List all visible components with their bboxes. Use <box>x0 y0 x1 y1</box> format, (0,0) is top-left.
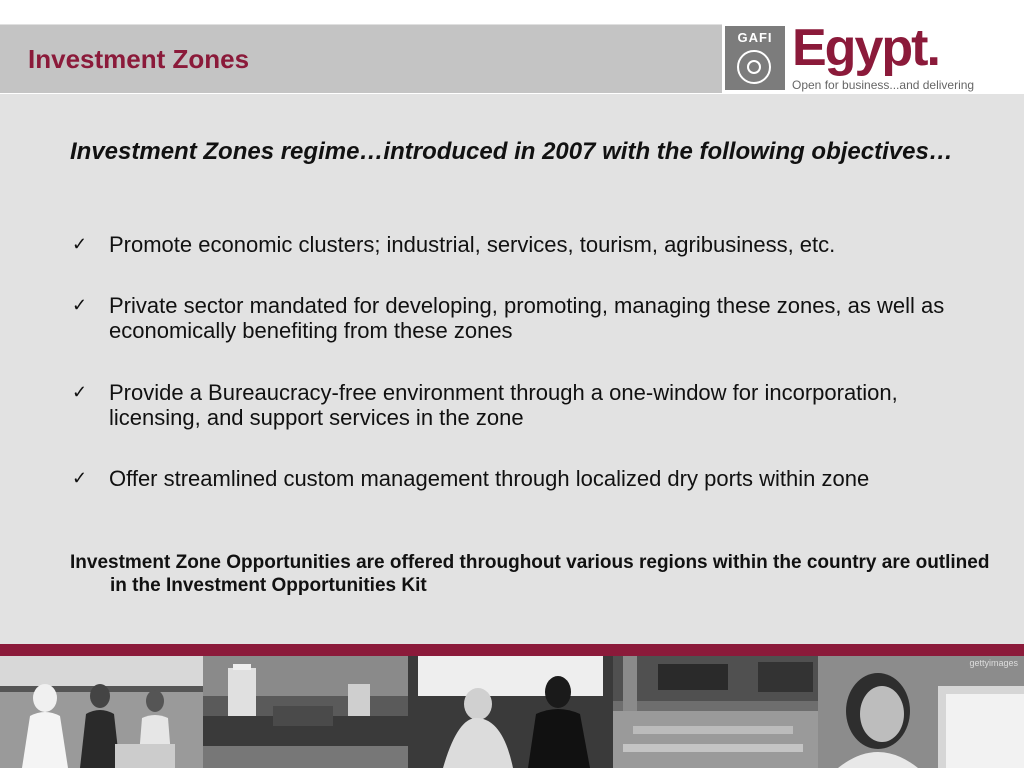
bullet-text: Provide a Bureaucracy-free environment through a one-window for incorporation, licensing, and support services in the zone <box>109 380 898 430</box>
checkmark-icon: ✓ <box>72 468 88 488</box>
egypt-brand-text: Egypt. <box>792 19 939 77</box>
photo-meeting-silhouettes <box>408 656 613 768</box>
intro-heading: Investment Zones regime…introduced in 2007 with the following objectives… <box>70 138 953 165</box>
photo-call-center-agent <box>818 656 1024 768</box>
checkmark-icon: ✓ <box>72 382 88 402</box>
bullet-text: Private sector mandated for developing, promoting, managing these zones, as well as economically benefiting from these zones <box>109 293 945 343</box>
maroon-divider <box>0 644 1024 656</box>
gafi-seal-icon <box>737 50 771 84</box>
photo-business-people <box>0 656 203 768</box>
bullet-text: Promote economic clusters; industrial, services, tourism, agribusiness, etc. <box>109 232 836 257</box>
gafi-egypt-logo <box>722 19 1024 94</box>
bullet-text: Offer streamlined custom management through localized dry ports within zone <box>109 466 870 491</box>
gafi-label: GAFI <box>737 30 773 45</box>
photo-cairo-skyline <box>203 656 408 768</box>
gafi-badge <box>725 26 785 90</box>
photo-trading-floor <box>613 656 818 768</box>
checkmark-icon: ✓ <box>72 295 88 315</box>
getty-watermark: gettyimages <box>969 658 1018 668</box>
checkmark-icon: ✓ <box>72 234 88 254</box>
footer-note: Investment Zone Opportunities are offered throughout various regions within the country are outlined in the Investment Opportunities Kit <box>70 552 990 596</box>
slide-title: Investment Zones <box>28 44 250 74</box>
logo-tagline: Open for business...and delivering <box>792 78 975 92</box>
